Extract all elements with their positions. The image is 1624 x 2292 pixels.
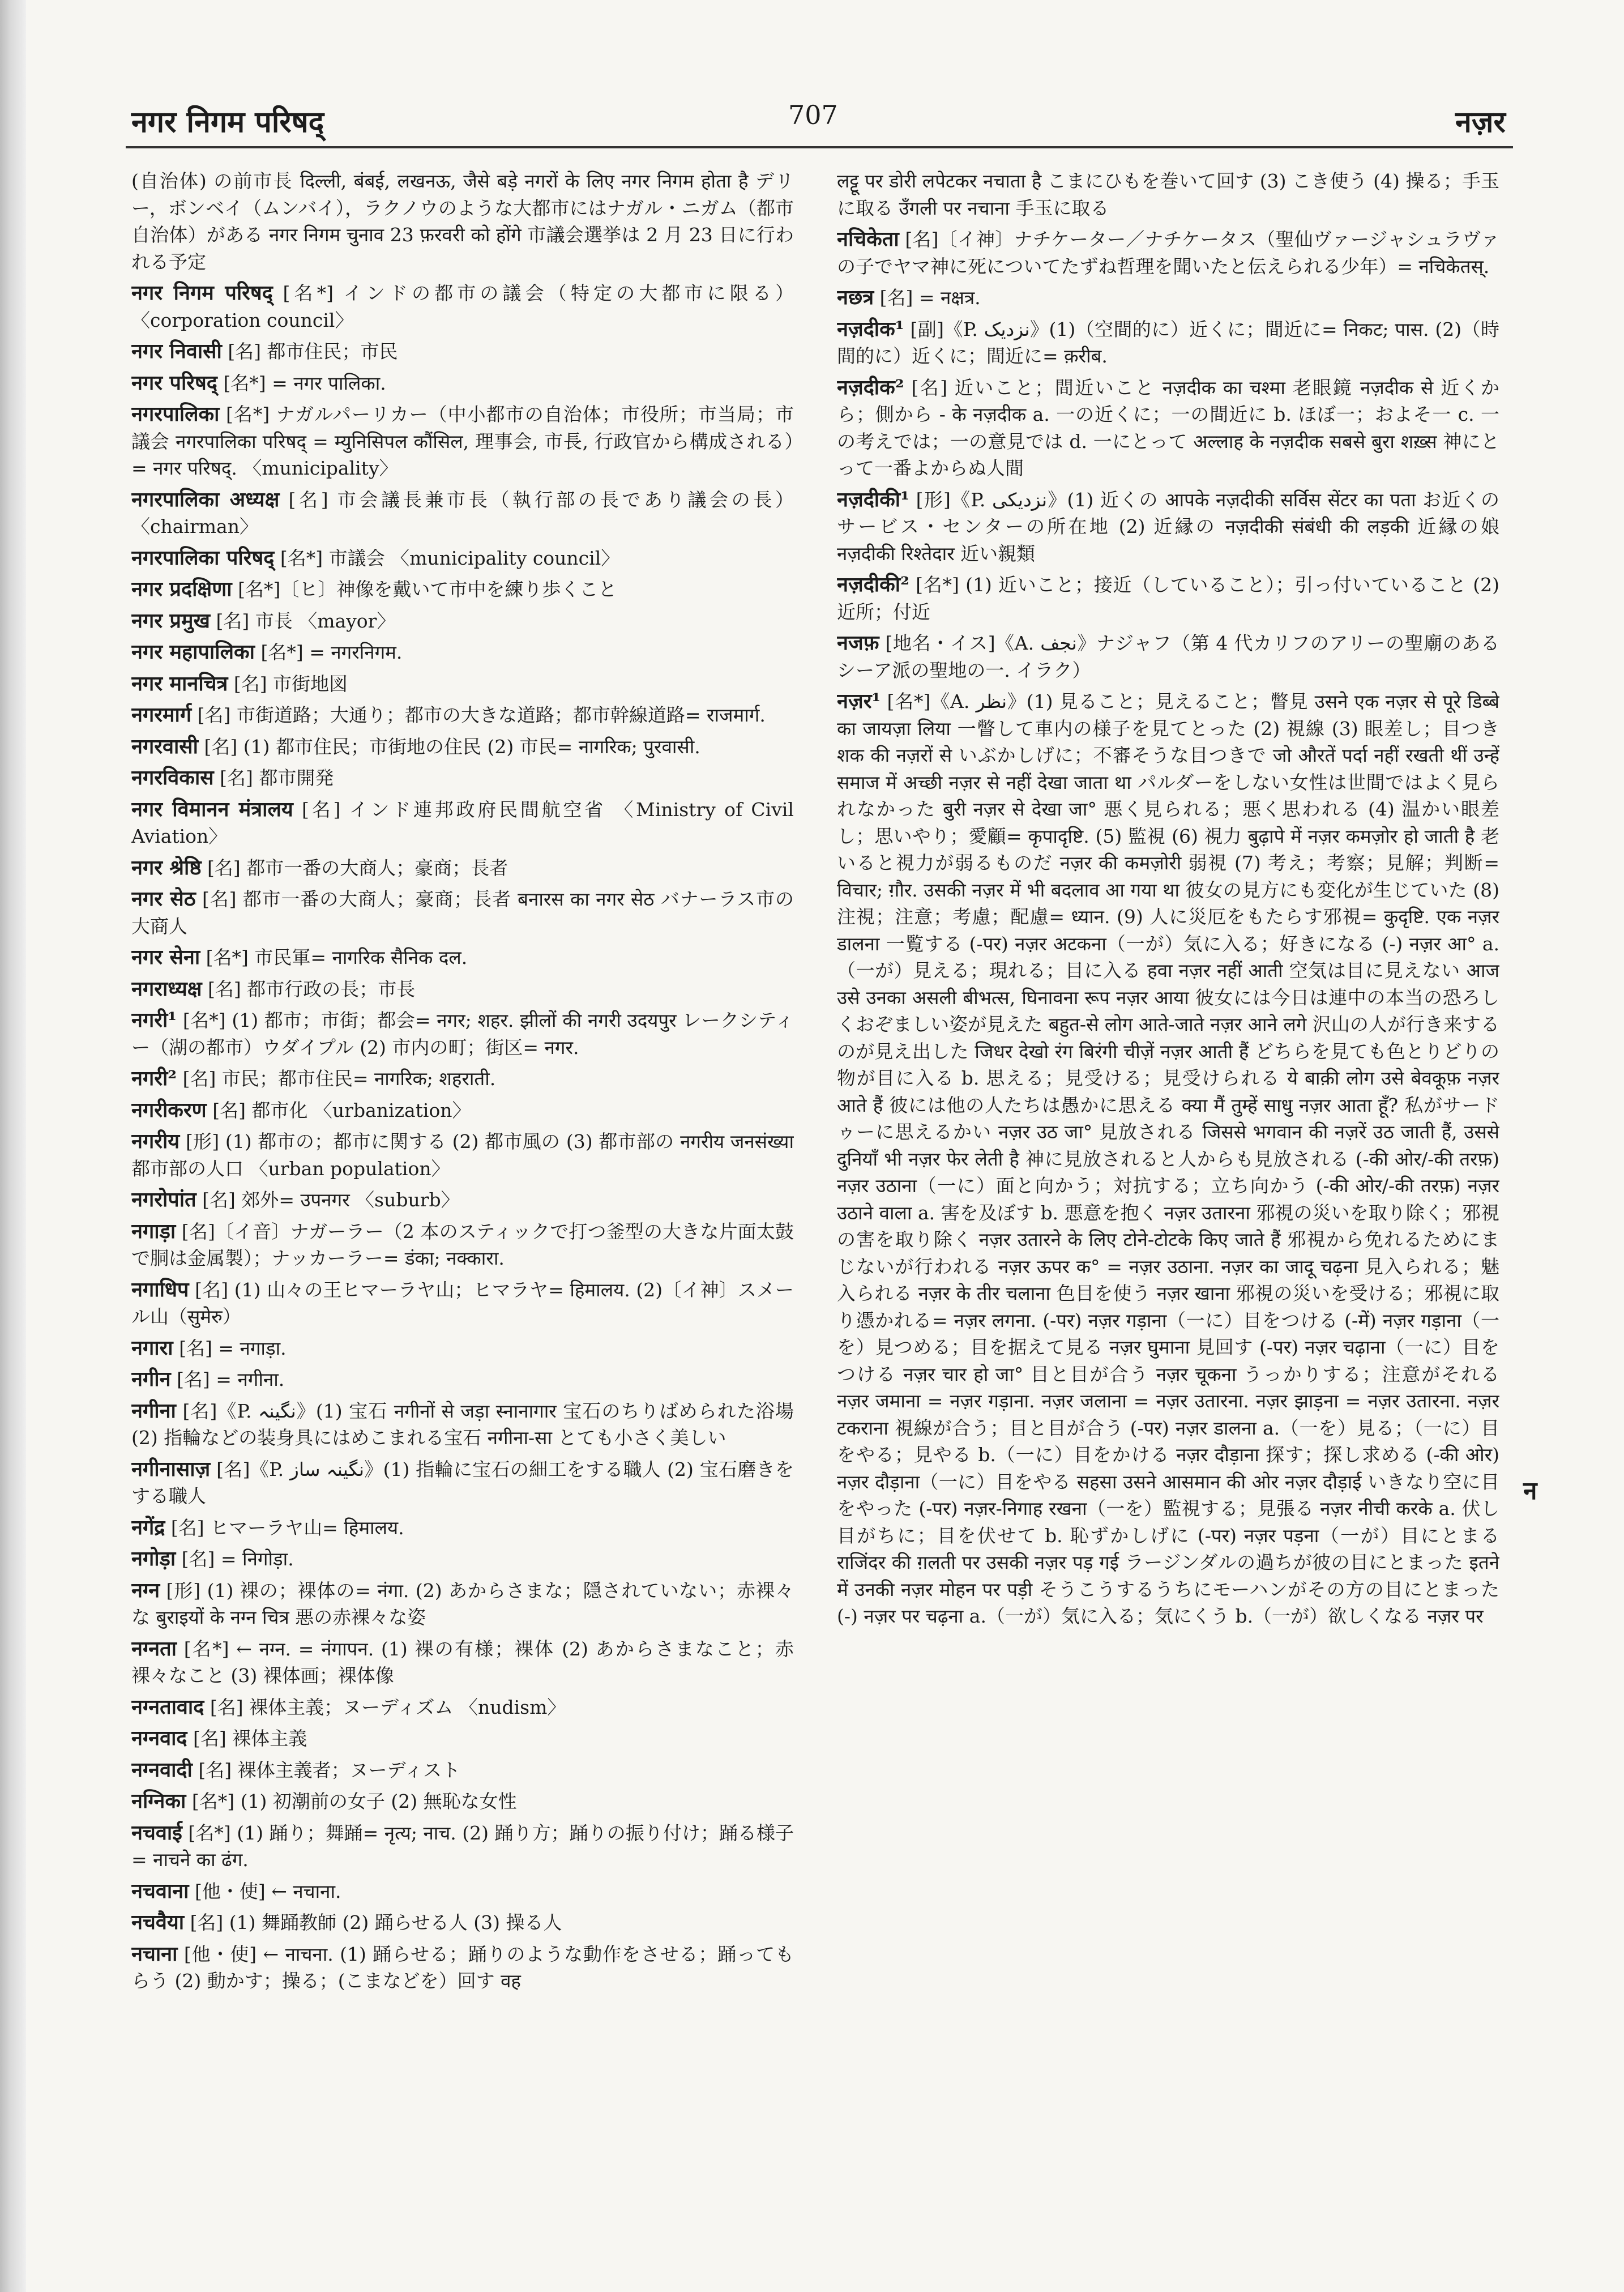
entry-definition: [名] 都市住民；市民 bbox=[228, 340, 398, 362]
dictionary-entry bbox=[131, 702, 794, 729]
entry-headword: नगरोपांत bbox=[131, 1188, 196, 1211]
book-spine-shadow bbox=[0, 0, 26, 2292]
dictionary-entry bbox=[131, 401, 794, 482]
entry-headword: नचवाना bbox=[131, 1879, 189, 1903]
entry-headword: नगीन bbox=[131, 1367, 171, 1391]
entry-definition: [名] 市会議長兼市長（執行部の長であり議会の長）〈chairman〉 bbox=[131, 488, 794, 537]
dictionary-entry bbox=[131, 370, 794, 397]
dictionary-entry bbox=[131, 1514, 794, 1542]
entry-headword: नगाधिप bbox=[131, 1277, 189, 1301]
entry-headword: नगराध्यक्ष bbox=[131, 976, 202, 1001]
entry-definition: [名] 市街道路；大通り；都市の大きな道路；都市幹線道路= राजमार्ग. bbox=[197, 704, 766, 726]
dictionary-entry bbox=[837, 316, 1499, 370]
entry-headword: नगर प्रदक्षिणा bbox=[131, 577, 232, 601]
entry-headword: नज़दीक¹ bbox=[837, 317, 904, 341]
entry-definition: [名] 市民；都市住民= नागरिक; शहराती. bbox=[182, 1068, 496, 1090]
running-head-left: नगर निगम परिषद् bbox=[131, 105, 324, 139]
dictionary-entry bbox=[131, 796, 794, 850]
entry-headword: नग्न bbox=[131, 1578, 160, 1602]
entry-headword: नचिकेता bbox=[837, 227, 899, 251]
entry-definition: [形]《P. نزدیکی》(1) 近くの आपके नज़दीकी सर्विस सेंटर का पता お近くのサービス・センターの所在地 (2) 近縁の नज़दीकी संबंधी की लड़की 近縁の娘 नज़दीकी रिश्तेदार 近い親類 bbox=[837, 488, 1499, 565]
dictionary-entry bbox=[131, 1186, 794, 1214]
entry-definition: [名*] (1) 初潮前の女子 (2) 無恥な女性 bbox=[191, 1790, 517, 1812]
entry-definition: [名] = नगीना. bbox=[177, 1368, 285, 1390]
thumb-index-letter: न bbox=[1523, 1476, 1537, 1505]
dictionary-entry bbox=[837, 284, 1499, 311]
entry-headword: नज़र¹ bbox=[837, 689, 881, 713]
dictionary-entry bbox=[131, 976, 794, 1003]
entry-definition: [名] 都市開発 bbox=[220, 767, 334, 789]
dictionary-entry bbox=[837, 688, 1499, 1630]
entry-headword: नग्नतावाद bbox=[131, 1695, 204, 1719]
dictionary-entry bbox=[131, 338, 794, 365]
entry-headword: नछत्र bbox=[837, 285, 874, 309]
dictionary-entry bbox=[837, 630, 1499, 684]
page-number: 707 bbox=[788, 100, 838, 130]
entry-definition: [副]《P. نزدیک》(1)（空間的に）近くに；間近に= निकट; पास. (2)（時間的に）近くに；間近に= क़रीब. bbox=[837, 318, 1499, 367]
entry-definition: [名] 都市一番の大商人；豪商；長者 bbox=[207, 856, 508, 879]
dictionary-entry bbox=[131, 765, 794, 792]
dictionary-entry bbox=[131, 1694, 794, 1721]
dictionary-entry bbox=[131, 1218, 794, 1272]
dictionary-entry bbox=[131, 1097, 794, 1124]
entry-headword: नगरी² bbox=[131, 1066, 177, 1090]
entry-headword: नगर परिषद् bbox=[131, 370, 217, 395]
entry-headword: नगर विमानन मंत्रालय bbox=[131, 797, 293, 821]
header-rule bbox=[126, 146, 1513, 148]
left-column bbox=[131, 168, 794, 2263]
entry-definition: [名] インド連邦政府民間航空省 〈Ministry of Civil Aviation〉 bbox=[131, 798, 794, 847]
dictionary-entry bbox=[837, 571, 1499, 625]
entry-headword: नचाना bbox=[131, 1941, 178, 1966]
entry-definition: [名*] 市民軍= नागरिक सैनिक दल. bbox=[206, 946, 468, 968]
entry-headword: नग्नवाद bbox=[131, 1726, 187, 1750]
dictionary-entry bbox=[131, 886, 794, 940]
dictionary-entry bbox=[131, 1636, 794, 1689]
dictionary-entry bbox=[131, 1546, 794, 1573]
entry-definition: [形] (1) 裸の；裸体の= नंगा. (2) あからさまな；隠されていない；赤裸々な बुराइयों के नग्न चित्र 悪の赤裸々な姿 bbox=[131, 1579, 794, 1628]
entry-definition: [名] 裸体主義 bbox=[193, 1727, 307, 1749]
entry-definition: [名] 都市一番の大商人；豪商；長者 बनारस का नगर सेठ バナーラス市の大商人 bbox=[131, 888, 794, 937]
entry-definition: लट्टू पर डोरी लपेटकर नचाता है こまにひもを巻いて回す (3) こき使う (4) 操る；手玉に取る उँगली पर नचाना 手玉に取る bbox=[837, 170, 1499, 219]
entry-headword: नगर निगम परिषद् bbox=[131, 281, 273, 305]
entry-headword: नगर मानचित्र bbox=[131, 671, 228, 695]
dictionary-entry bbox=[131, 280, 794, 334]
dictionary-entry bbox=[837, 226, 1499, 280]
entry-headword: नगीनासाज़ bbox=[131, 1457, 211, 1481]
dictionary-entry bbox=[131, 1577, 794, 1631]
dictionary-entry bbox=[131, 1456, 794, 1510]
dictionary-entry bbox=[131, 608, 794, 635]
entry-definition: [名*] 市議会 〈municipality council〉 bbox=[280, 547, 620, 569]
entry-headword: नगरीकरण bbox=[131, 1098, 207, 1122]
entry-definition: [名]《P. نگینہ ساز》(1) 指輪に宝石の細工をする職人 (2) 宝石磨きをする職人 bbox=[131, 1458, 794, 1507]
entry-headword: नगरवासी bbox=[131, 734, 198, 758]
entry-headword: नग्नता bbox=[131, 1636, 177, 1661]
entry-definition: [名] 近いこと；間近いこと नज़दीक का चश्मा 老眼鏡 नज़दीक से 近くから；側から - के नज़दीक a. 一の近くに；一の間近に b. ほぼ一；およそ一 c. 一の考えでは；一の意見では d. 一にとって अल्लाह के नज़दीक सबसे बुरा शख़्स 神にとって一番よからぬ人間 bbox=[837, 376, 1499, 479]
entry-definition: [名*]〔ヒ〕神像を戴いて市中を練り歩くこと bbox=[238, 578, 617, 600]
entry-definition: [形] (1) 都市の；都市に関する (2) 都市風の (3) 都市部の नगरीय जनसंख्या 都市部の人口 〈urban population〉 bbox=[131, 1130, 794, 1180]
entry-headword: नगर प्रमुख bbox=[131, 608, 210, 633]
entry-headword: नगरविकास bbox=[131, 766, 214, 789]
entry-headword: नगेंद्र bbox=[131, 1515, 165, 1539]
entry-headword: नगरमार्ग bbox=[131, 703, 192, 727]
entry-definition: [他・使] ← नचाना. bbox=[194, 1880, 341, 1902]
entry-headword: नजफ़ bbox=[837, 631, 879, 655]
dictionary-entry bbox=[131, 1398, 794, 1452]
entry-headword: नगर निवासी bbox=[131, 339, 222, 363]
entry-headword: नगर सेठ bbox=[131, 887, 196, 911]
entry-definition: [名] = निगोड़ा. bbox=[181, 1548, 294, 1570]
entry-definition: [名]〔イ神〕ナチケーター／ナチケータス（聖仙ヴァージャシュラヴァの子でヤマ神に死についてたずね哲理を聞いたと伝えられる少年）= नचिकेतस्. bbox=[837, 228, 1499, 278]
entry-definition: [名] 都市行政の長；市長 bbox=[208, 978, 416, 1000]
entry-definition: [名] = नक्षत्र. bbox=[879, 287, 981, 309]
entry-headword: नगरपालिका परिषद् bbox=[131, 545, 275, 570]
entry-headword: नगाड़ा bbox=[131, 1219, 176, 1243]
entry-definition: [名]《P. نگینہ》(1) 宝石 नगीनों से जड़ा स्नानागार 宝石のちりばめられた浴場 (2) 指輪などの装身具にはめこまれる宝石 नगीना-सा とても小さく美しい bbox=[131, 1399, 794, 1449]
dictionary-entry bbox=[131, 1007, 794, 1061]
entry-headword: नगरी¹ bbox=[131, 1008, 177, 1032]
dictionary-entry bbox=[131, 639, 794, 666]
dictionary-entry bbox=[131, 168, 794, 275]
dictionary-entry bbox=[131, 1878, 794, 1905]
entry-headword: नचवैया bbox=[131, 1910, 185, 1934]
entry-definition: [他・使] ← नाचना. (1) 踊らせる；踊りのような動作をさせる；踊ってもらう (2) 動かす；操る；(こまなどを）回す वह bbox=[131, 1943, 794, 1992]
entry-definition: [名] (1) 山々の王ヒマーラヤ山；ヒマラヤ= हिमालय. (2)〔イ神〕スメール山（सुमेरु） bbox=[131, 1278, 794, 1328]
entry-definition: [名*] (1) 近いこと；接近（していること）；引っ付いていること (2) 近所；付近 bbox=[837, 574, 1499, 623]
entry-definition: [名] 都市化 〈urbanization〉 bbox=[212, 1099, 471, 1121]
entry-headword: नगर महापालिका bbox=[131, 640, 255, 664]
entry-definition: [名*] インドの都市の議会（特定の大都市に限る）〈corporation council〉 bbox=[131, 282, 794, 331]
dictionary-entry bbox=[131, 486, 794, 540]
entry-definition: [名*] = नगरनिगम. bbox=[260, 641, 403, 663]
dictionary-entry bbox=[131, 1788, 794, 1815]
entry-definition: [名*] (1) 踊り；舞踊= नृत्य; नाच. (2) 踊り方；踊りの振り付け；踊る様子= नाचने का ढंग. bbox=[131, 1821, 794, 1871]
entry-definition: [名*] = नगर पालिका. bbox=[223, 372, 386, 394]
dictionary-entry bbox=[131, 944, 794, 971]
running-head-right: नज़र bbox=[1455, 105, 1506, 139]
entry-headword: नगर सेना bbox=[131, 945, 200, 969]
entry-definition: [名*] ナガルパーリカー（中小都市の自治体；市役所；市当局；市議会 नगरपालिका परिषद् = म्युनिसिपल कौंसिल, 理事会, 市長, 行政官から構成される）= नगर परिषद्. 〈municipality〉 bbox=[131, 403, 794, 479]
entry-headword: नगोड़ा bbox=[131, 1547, 176, 1570]
entry-headword: नगारा bbox=[131, 1335, 173, 1360]
dictionary-entry bbox=[131, 1065, 794, 1092]
entry-headword: नज़दीकी¹ bbox=[837, 487, 909, 511]
entry-headword: नचवाई bbox=[131, 1820, 182, 1845]
dictionary-entry bbox=[131, 1277, 794, 1330]
dictionary-entry bbox=[131, 671, 794, 698]
dictionary-entry bbox=[131, 1820, 794, 1873]
dictionary-entry bbox=[131, 1725, 794, 1752]
dictionary-entry bbox=[131, 545, 794, 572]
dictionary-entry bbox=[837, 374, 1499, 482]
entry-headword: नगीना bbox=[131, 1398, 176, 1423]
dictionary-entry bbox=[131, 1366, 794, 1393]
entry-headword: नगरपालिका अध्यक्ष bbox=[131, 487, 280, 511]
dictionary-entry bbox=[131, 733, 794, 761]
dictionary-entry bbox=[131, 1757, 794, 1784]
entry-definition: [名] (1) 都市住民；市街地の住民 (2) 市民= नागरिक; पुरवासी. bbox=[204, 735, 700, 758]
entry-definition: (自治体) の前市長 दिल्ली, बंबई, लखनऊ, जैसे बड़े नगरों के लिए नगर निगम होता है デリー，ボンベイ（ムンバイ），ラクノウのような大都市にはナガル・ニガム（都市自治体）がある नगर निगम चुनाव 23 फ़रवरी को होंगे 市議会選挙は 2 月 23 日に行われる予定 bbox=[131, 170, 794, 273]
entry-definition: [名] = नगाड़ा. bbox=[179, 1337, 287, 1359]
dictionary-entry bbox=[131, 1335, 794, 1362]
entry-definition: [名*] ← नग्न. = नंगापन. (1) 裸の有様；裸体 (2) あからさまなこと；赤裸々なこと (3) 裸体画；裸体像 bbox=[131, 1637, 794, 1687]
entry-definition: [名] 裸体主義；ヌーディズム 〈nudism〉 bbox=[210, 1696, 566, 1718]
dictionary-entry bbox=[131, 576, 794, 603]
entry-definition: [名] 裸体主義者；ヌーディスト bbox=[198, 1759, 460, 1781]
right-column bbox=[837, 168, 1499, 2263]
dictionary-entry bbox=[837, 168, 1499, 221]
entry-definition: [名] (1) 舞踊教師 (2) 踊らせる人 (3) 操る人 bbox=[190, 1911, 562, 1934]
entry-definition: [名] 市街地図 bbox=[233, 672, 348, 695]
entry-headword: नगर श्रेष्ठि bbox=[131, 855, 202, 880]
entry-definition: [名] 郊外= उपनगर 〈suburb〉 bbox=[202, 1189, 460, 1211]
entry-definition: [名] ヒマーラヤ山= हिमालय. bbox=[170, 1516, 404, 1539]
entry-headword: नग्निका bbox=[131, 1789, 186, 1813]
entry-headword: नज़दीक² bbox=[837, 375, 904, 399]
entry-headword: नगरीय bbox=[131, 1129, 180, 1153]
dictionary-entry bbox=[837, 486, 1499, 567]
entry-headword: नज़दीकी² bbox=[837, 573, 909, 596]
dictionary-entry bbox=[131, 855, 794, 882]
entry-headword: नग्नवादी bbox=[131, 1757, 193, 1782]
dictionary-entry bbox=[131, 1128, 794, 1182]
entry-definition: [名] 市長 〈mayor〉 bbox=[216, 609, 396, 632]
entry-definition: [名*]《A. نظر》(1) 見ること；見えること；瞥見 उसने एक नज़र से पूरे डिब्बे का जायज़ा लिया 一瞥して車内の様子を見てとった (2) 視線 (3) 眼差し；目つき शक की नज़रों से いぶかしげに；不審そうな目つきで जो औरतें पर्दा नहीं रखती थीं उन्हें समाज में अच्छी नज़र से नहीं देखा जाता था パルダーをしない女性は世間ではよく見られなかった बुरी नज़र से देखा जा° 悪く見られる；悪く思われる (4) 温かい眼差し；思いやり；愛顧= कृपादृष्टि. (5) 監視 (6) 視力 बुढ़ापे में नज़र कमज़ोर हो जाती है 老いると視力が弱るものだ नज़र की कमज़ोरी 弱視 (7) 考え；考察；見解；判断= विचार; ग़ौर. उसकी नज़र में भी बदलाव आ गया था 彼女の見方にも変化が生じていた (8) 注視；注意；考慮；配慮= ध्यान. (9) 人に災厄をもたらす邪視= कुदृष्टि. एक नज़र डालना 一覧する (-पर) नज़र अटकना（一が）気に入る；好きになる (-) नज़र आ° a.（一が）見える；現れる；目に入る हवा नज़र नहीं आती 空気は目に見えない आज उसे उनका असली बीभत्स, घिनावना रूप नज़र आया 彼女には今日は連中の本当の恐ろしくおぞましい姿が見えた बहुत-से लोग आते-जाते नज़र आने लगे 沢山の人が行き来するのが見え出した जिधर देखो रंग बिरंगी चीज़ें नज़र आती हैं どちらを見ても色とりどりの物が目に入る b. 思える；見受ける；見受けられる ये बाक़ी लोग उसे बेवकूफ़ नज़र आते हैं 彼には他の人たちは愚かに思える क्या मैं तुम्हें साधु नज़र आता हूँ? 私がサードゥーに思えるかい नज़र उठ जा° 見放される जिससे भगवान की नज़रें उठ जाती हैं, उससे दुनियाँ भी नज़र फेर लेती है 神に見放されると人からも見放される (-की ओर/-की तरफ़) नज़र उठाना（一に）面と向かう；対抗する；立ち向かう (-की ओर/-की तरफ़) नज़र उठाने वाला a. 害を及ぼす b. 悪意を抱く नज़र उतारना 邪視の災いを取り除く；邪視の害を取り除く नज़र उतारने के लिए टोने-टोटके किए जाते हैं 邪視から免れるためにまじないが行われる नज़र ऊपर क° = नज़र उठाना. नज़र का जादू चढ़ना 見入られる；魅入られる नज़र के तीर चलाना 色目を使う नज़र खाना 邪視の災いを受ける；邪視に取り憑かれる= नज़र लगना. (-पर) नज़र गड़ाना（一に）目をつける (-में) नज़र गड़ाना（一を）見つめる；目を据えて見る नज़र घुमाना 見回す (-पर) नज़र चढ़ाना（一に）目をつける नज़र चार हो जा° 目と目が合う नज़र चूकना うっかりする；注意がそれる नज़र जमाना = नज़र गड़ाना. नज़र जलाना = नज़र उतारना. नज़र झाड़ना = नज़र उतारना. नज़र टकराना 視線が合う；目と目が合う (-पर) नज़र डालना a.（一を）見る；（一に）目をやる；見やる b.（一に）目をかける नज़र दौड़ाना 探す；探し求める (-की ओर) नज़र दौड़ाना（一に）目をやる सहसा उसने आसमान की ओर नज़र दौड़ाई いきなり空に目をやった (-पर) नज़र-निगाह रखना（一を）監視する；見張る नज़र नीची करके a. 伏し目がちに；目を伏せて b. 恥ずかしげに (-पर) नज़र पड़ना（一が）目にとまる राजिंदर की ग़लती पर उसकी नज़र पड़ गई ラージンダルの過ちが彼の目にとまった इतने में उनकी नज़र मोहन पर पड़ी そうこうするうちにモーハンがその方の目にとまった (-) नज़र पर चढ़ना a.（一が）気に入る；気にくう b.（一が）欲しくなる नज़र पर bbox=[837, 690, 1499, 1627]
dictionary-entry bbox=[131, 1941, 794, 1995]
dictionary-entry bbox=[131, 1909, 794, 1936]
entry-definition: [名]〔イ音〕ナガーラー（2 本のスティックで打つ釜型の大きな片面太鼓で胴は金属製）；ナッカーラー= डंका; नक्कारा. bbox=[131, 1220, 794, 1269]
entry-definition: [地名・イス]《A. نجف》ナジャフ（第 4 代カリフのアリーの聖廟のあるシーア派の聖地の一. イラク） bbox=[837, 632, 1499, 681]
entry-headword: नगरपालिका bbox=[131, 402, 220, 426]
entry-definition: [名*] (1) 都市；市街；都会= नगर; शहर. झीलों की नगरी उदयपुर レークシティー（湖の都市）ウダイプル (2) 市内の町；街区= नगर. bbox=[131, 1009, 794, 1058]
